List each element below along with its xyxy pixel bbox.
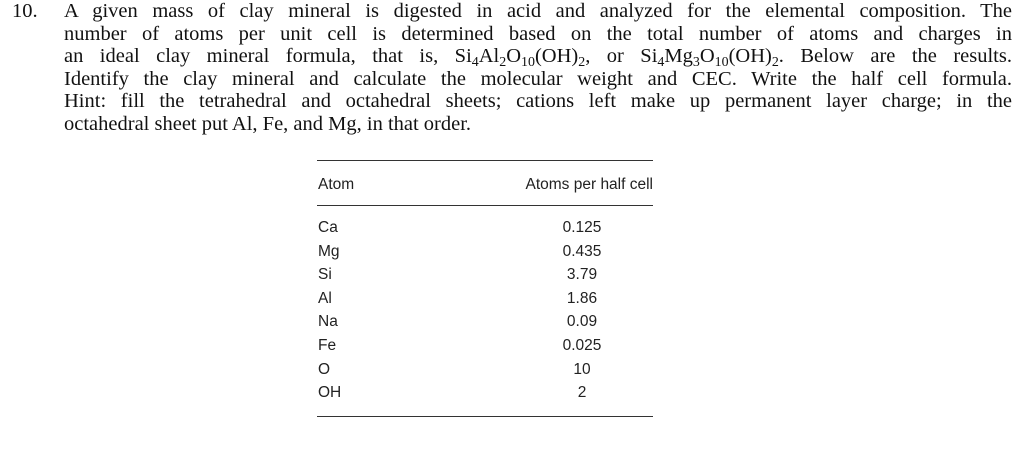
text-run: , or Si [585, 45, 658, 68]
table-row [317, 219, 653, 243]
subscript: 2 [771, 55, 779, 71]
text-run: A given mass of clay mineral is digested in acid and analyzed for the elemental composition. The [64, 0, 1012, 22]
header-atoms-per-half-cell: Atoms per half cell [525, 176, 653, 193]
table-row [317, 384, 653, 408]
question-line [64, 0, 1012, 23]
text-run: Hint: fill the tetrahedral and octahedral sheets; cations left make up permanent layer charge; in the [64, 90, 1012, 113]
text-run: Al [478, 45, 500, 68]
question-line [64, 113, 1012, 136]
question-line [64, 23, 1012, 46]
question-line [64, 68, 1012, 91]
value-cell: 0.09 [566, 313, 598, 331]
text-run: an ideal clay mineral formula, that is, Si [64, 45, 472, 68]
text-run: (OH) [728, 45, 772, 68]
atom-cell: Fe [318, 336, 337, 354]
atom-cell: Si [318, 266, 332, 284]
subscript: 4 [471, 55, 479, 71]
atom-cell: Mg [318, 242, 340, 260]
value-cell: 1.86 [566, 289, 598, 307]
value-cell: 10 [573, 360, 591, 378]
text-run: Identify the clay mineral and calculate the molecular weight and CEC. Write the half cell formula. [64, 67, 1012, 90]
header-atom: Atom [318, 176, 355, 193]
table-bottom-rule [317, 416, 653, 417]
text-run: Mg [664, 45, 693, 68]
text-run: O [699, 45, 715, 68]
table-header [317, 161, 653, 205]
text-run: . Below are the results. [778, 45, 1012, 68]
value-cell: 0.025 [562, 336, 602, 354]
table-row [317, 337, 653, 361]
table-row [317, 243, 653, 267]
atom-cell: OH [318, 384, 342, 402]
subscript: 3 [692, 55, 700, 71]
value-cell: 2 [577, 384, 587, 402]
atom-cell: O [318, 360, 331, 378]
atom-cell: Na [318, 313, 338, 331]
table-row [317, 266, 653, 290]
text-run: number of atoms per unit cell is determined based on the total number of atoms and charges in [64, 22, 1012, 45]
subscript: 10 [714, 55, 729, 71]
subscript: 4 [657, 55, 665, 71]
atom-cell: Al [318, 289, 332, 307]
table-row [317, 361, 653, 385]
results-table [317, 160, 653, 417]
question-text [64, 0, 1012, 136]
question-number: 10. [12, 0, 38, 22]
text-run: octahedral sheet put Al, Fe, and Mg, in that order. [64, 112, 472, 135]
table-row [317, 313, 653, 337]
value-cell: 3.79 [566, 266, 598, 284]
atom-cell: Ca [318, 219, 338, 236]
table-body [317, 206, 653, 416]
table-row [317, 290, 653, 314]
subscript: 2 [578, 55, 586, 71]
question-line [64, 45, 1012, 71]
text-run: O [506, 45, 522, 68]
subscript: 10 [521, 55, 535, 71]
value-cell: 0.435 [562, 242, 602, 260]
question-line [64, 90, 1012, 113]
text-run: (OH) [534, 45, 579, 68]
subscript: 2 [499, 55, 507, 71]
value-cell: 0.125 [562, 219, 602, 236]
